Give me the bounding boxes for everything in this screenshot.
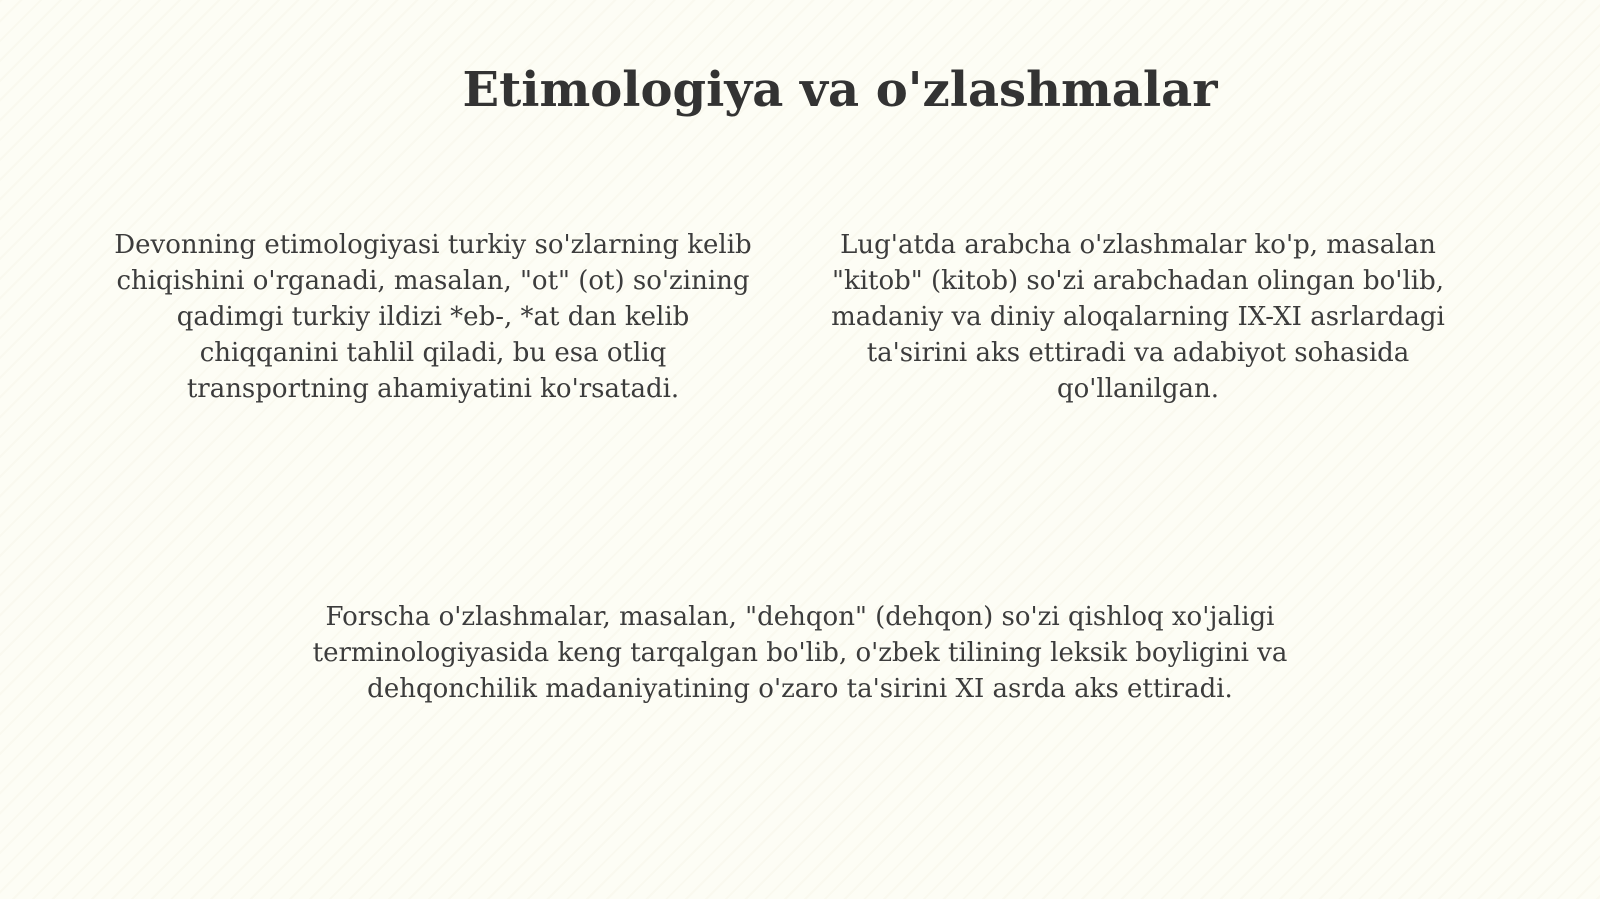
- paragraph-persian-loanwords: Forscha o'zlashmalar, masalan, "dehqon" (dehqon) so'zi qishloq xo'jaligi terminologiyasida keng tarqalgan bo'lib, o'zbek tilining leksik boyligini va dehqonchilik madaniyatining o'zaro ta'sirini XI asrda aks ettiradi.: [312, 602, 1288, 704]
- paragraph-turkic-etymology: Devonning etimologiyasi turkiy so'zlarning kelib chiqishini o'rganadi, masalan, "ot" (ot) so'zining qadimgi turkiy ildizi *eb-, *at dan kelib chiqqanini tahlil qiladi, bu esa otliq transportning ahamiyatini ko'rsatadi.: [114, 230, 752, 404]
- slide-title: Etimologiya va o'zlashmalar: [462, 62, 1218, 118]
- paragraph-arabic-loanwords: Lug'atda arabcha o'zlashmalar ko'p, masalan "kitob" (kitob) so'zi arabchadan olingan bo'lib, madaniy va diniy aloqalarning IX-XI asrlardagi ta'sirini aks ettiradi va adabiyot sohasida qo'llanilgan.: [831, 230, 1445, 404]
